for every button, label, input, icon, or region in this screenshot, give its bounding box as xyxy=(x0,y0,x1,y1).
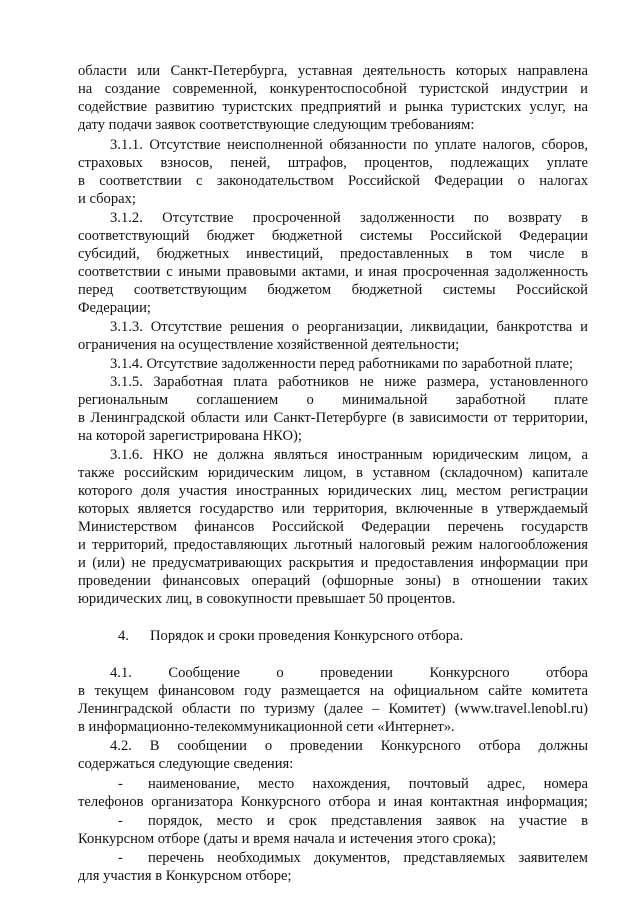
clause-3-1-3: 3.1.3. Отсутствие решения о реорганизации, ликвидации, банкротства и xyxy=(110,319,588,335)
text-line: Ленинградской области по туризму (далее – Комитет) (www.travel.lenobl.ru) xyxy=(78,701,588,717)
section-heading xyxy=(118,627,463,645)
text-line: проведении финансовых операций (офшорные зоны) в отношении таких xyxy=(78,573,588,589)
clause-4-2: 4.2. В сообщении о проведении Конкурсного отбора должны xyxy=(110,738,588,754)
text-line: перед соответствующим бюджетом бюджетной системы Российской xyxy=(78,282,588,298)
text-line: для участия в Конкурсном отборе; xyxy=(78,868,292,884)
clause-3-1-6: 3.1.6. НКО не должна являться иностранным юридическим лицом, а xyxy=(110,447,588,463)
list-item: наименование, место нахождения, почтовый адрес, номера xyxy=(148,776,588,792)
text-line: дату подачи заявок соответствующие следующим требованиям: xyxy=(78,117,475,133)
text-line: соответствующий бюджет бюджетной системы Российской Федерации xyxy=(78,228,588,244)
text-line: и территорий, предоставляющих льготный налоговый режим налогообложения xyxy=(78,537,588,553)
section-number: 4. xyxy=(118,628,129,644)
text-line: содействие развитию туристских предприятий и рынка туристских услуг, на xyxy=(78,99,588,115)
text-line: в соответствии с законодательством Российской Федерации о налогах xyxy=(78,173,588,189)
text-line: соответствии с иными правовыми актами, и иная просроченная задолженность xyxy=(78,264,588,280)
text-line: в информационно-телекоммуникационной сети «Интернет». xyxy=(78,719,455,735)
text-line: субсидий, бюджетных инвестиций, предоставленных в том числе в xyxy=(78,246,588,262)
text-line: и сборах; xyxy=(78,191,136,207)
clause-4-1: 4.1. Сообщение о проведении Конкурсного отбора xyxy=(110,665,588,681)
clause-3-1-4: 3.1.4. Отсутствие задолженности перед работниками по заработной плате; xyxy=(110,356,574,372)
text-line: региональным соглашением о минимальной заработной плате xyxy=(78,392,588,408)
text-line: в Ленинградской области или Санкт-Петербурге (в зависимости от территории, xyxy=(78,410,588,426)
text-line: содержаться следующие сведения: xyxy=(78,756,294,772)
list-dash: - xyxy=(118,776,123,792)
text-line: Федерации; xyxy=(78,300,151,316)
clause-3-1-5: 3.1.5. Заработная плата работников не ниже размера, установленного xyxy=(110,374,588,390)
text-line: на создание современной, конкурентоспособной туристской индустрии и xyxy=(78,81,588,97)
text-line: в текущем финансовом году размещается на официальном сайте комитета xyxy=(78,683,588,699)
text-line: которого доля участия иностранных юридических лиц, местом регистрации xyxy=(78,483,588,499)
text-line: Конкурсном отборе (даты и время начала и истечения этого срока); xyxy=(78,831,497,847)
list-dash: - xyxy=(118,813,123,829)
text-line: телефонов организатора Конкурсного отбора и иная контактная информация; xyxy=(78,794,588,810)
text-line: Министерством финансов Российской Федерации перечень государств xyxy=(78,519,588,535)
text-line: юридических лиц, в совокупности превышает 50 процентов. xyxy=(78,591,456,607)
clause-3-1-1: 3.1.1. Отсутствие неисполненной обязанности по уплате налогов, сборов, xyxy=(110,137,588,153)
clause-3-1-2: 3.1.2. Отсутствие просроченной задолженности по возврату в xyxy=(110,210,588,226)
list-dash: - xyxy=(118,850,123,866)
text-line: которых является государство или территория, включенные в утверждаемый xyxy=(78,501,588,517)
text-line: ограничения на осуществление хозяйственной деятельности; xyxy=(78,337,460,353)
text-line: и (или) не предусматривающих раскрытия и предоставления информации при xyxy=(78,555,588,571)
section-title: Порядок и сроки проведения Конкурсного отбора. xyxy=(150,628,464,644)
text-line: страховых взносов, пеней, штрафов, процентов, подлежащих уплате xyxy=(78,155,588,171)
text-line: области или Санкт-Петербурга, уставная деятельность которых направлена xyxy=(78,63,588,79)
text-line: на которой зарегистрирована НКО); xyxy=(78,428,302,444)
text-line: также российским юридическим лицом, в уставном (складочном) капитале xyxy=(78,465,588,481)
list-item: перечень необходимых документов, представляемых заявителем xyxy=(148,850,588,866)
list-item: порядок, место и срок представления заявок на участие в xyxy=(148,813,588,829)
